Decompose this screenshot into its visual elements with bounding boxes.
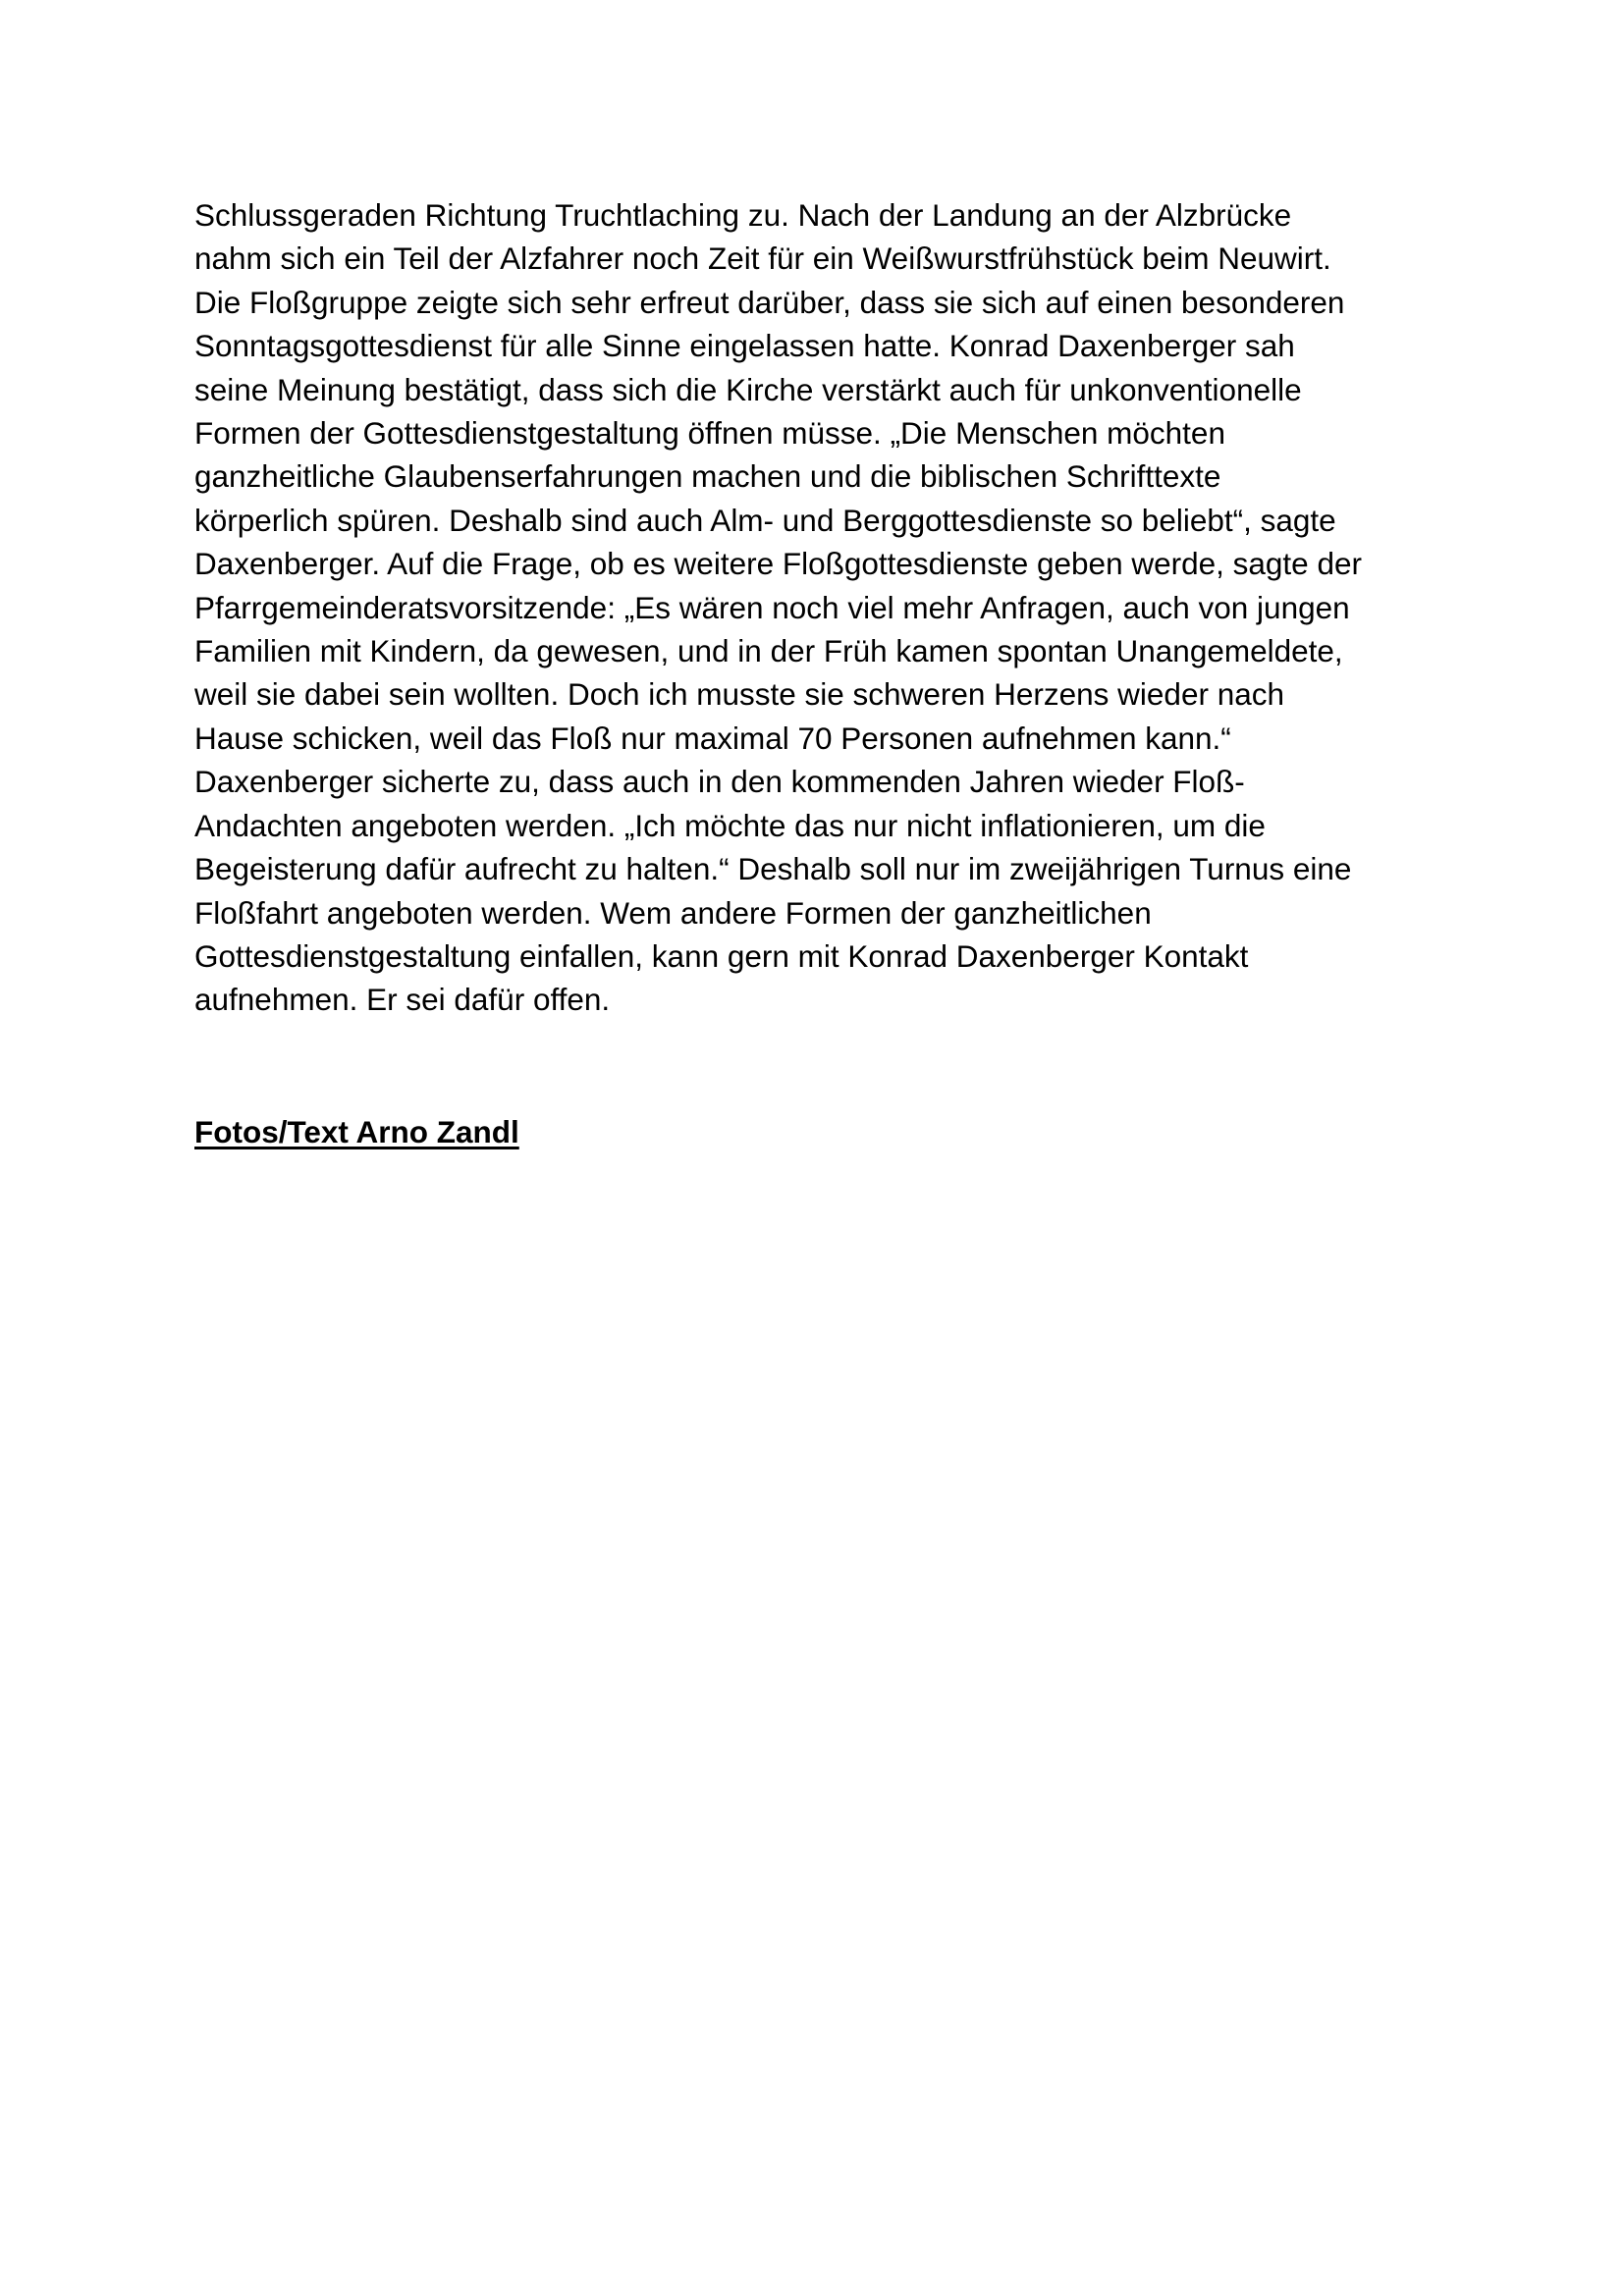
- photo-text-credit: Fotos/Text Arno Zandl: [194, 1114, 519, 1149]
- article-line: Sonntagsgottesdienst für alle Sinne eingelassen hatte. Konrad Daxenberger sah: [194, 328, 1295, 364]
- article-line: Daxenberger. Auf die Frage, ob es weitere Floßgottesdienste geben werde, sagte der: [194, 546, 1362, 582]
- article-line: Die Floßgruppe zeigte sich sehr erfreut darüber, dass sie sich auf einen besonderen: [194, 284, 1345, 320]
- article-line: Begeisterung dafür aufrecht zu halten.“ Deshalb soll nur im zweijährigen Turnus eine: [194, 851, 1352, 887]
- article-line: Schlussgeraden Richtung Truchtlaching zu. Nach der Landung an der Alzbrücke: [194, 197, 1292, 233]
- article-line: Gottesdienstgestaltung einfallen, kann gern mit Konrad Daxenberger Kontakt: [194, 937, 1249, 974]
- article-line: Andachten angeboten werden. „Ich möchte das nur nicht inflationieren, um die: [194, 807, 1266, 843]
- article-line: seine Meinung bestätigt, dass sich die Kirche verstärkt auch für unkonventionelle: [194, 371, 1302, 407]
- article-line: Pfarrgemeinderatsvorsitzende: „Es wären noch viel mehr Anfragen, auch von jungen: [194, 589, 1350, 625]
- article-line: Formen der Gottesdienstgestaltung öffnen müsse. „Die Menschen möchten: [194, 415, 1225, 452]
- article-line: Daxenberger sicherte zu, dass auch in den kommenden Jahren wieder Floß-: [194, 764, 1245, 800]
- article-line: nahm sich ein Teil der Alzfahrer noch Zeit für ein Weißwurstfrühstück beim Neuwirt.: [194, 240, 1331, 277]
- article-line: Floßfahrt angeboten werden. Wem andere Formen der ganzheitlichen: [194, 894, 1152, 931]
- article-body: [194, 193, 1471, 1022]
- article-line: Familien mit Kindern, da gewesen, und in der Früh kamen spontan Unangemeldete,: [194, 633, 1343, 669]
- article-line: ganzheitliche Glaubenserfahrungen machen und die biblischen Schrifttexte: [194, 458, 1221, 495]
- article-line: körperlich spüren. Deshalb sind auch Alm- und Berggottesdienste so beliebt“, sagte: [194, 502, 1336, 538]
- article-line: aufnehmen. Er sei dafür offen.: [194, 982, 611, 1018]
- article-line: Hause schicken, weil das Floß nur maximal 70 Personen aufnehmen kann.“: [194, 720, 1231, 756]
- article-line: weil sie dabei sein wollten. Doch ich musste sie schweren Herzens wieder nach: [194, 676, 1285, 713]
